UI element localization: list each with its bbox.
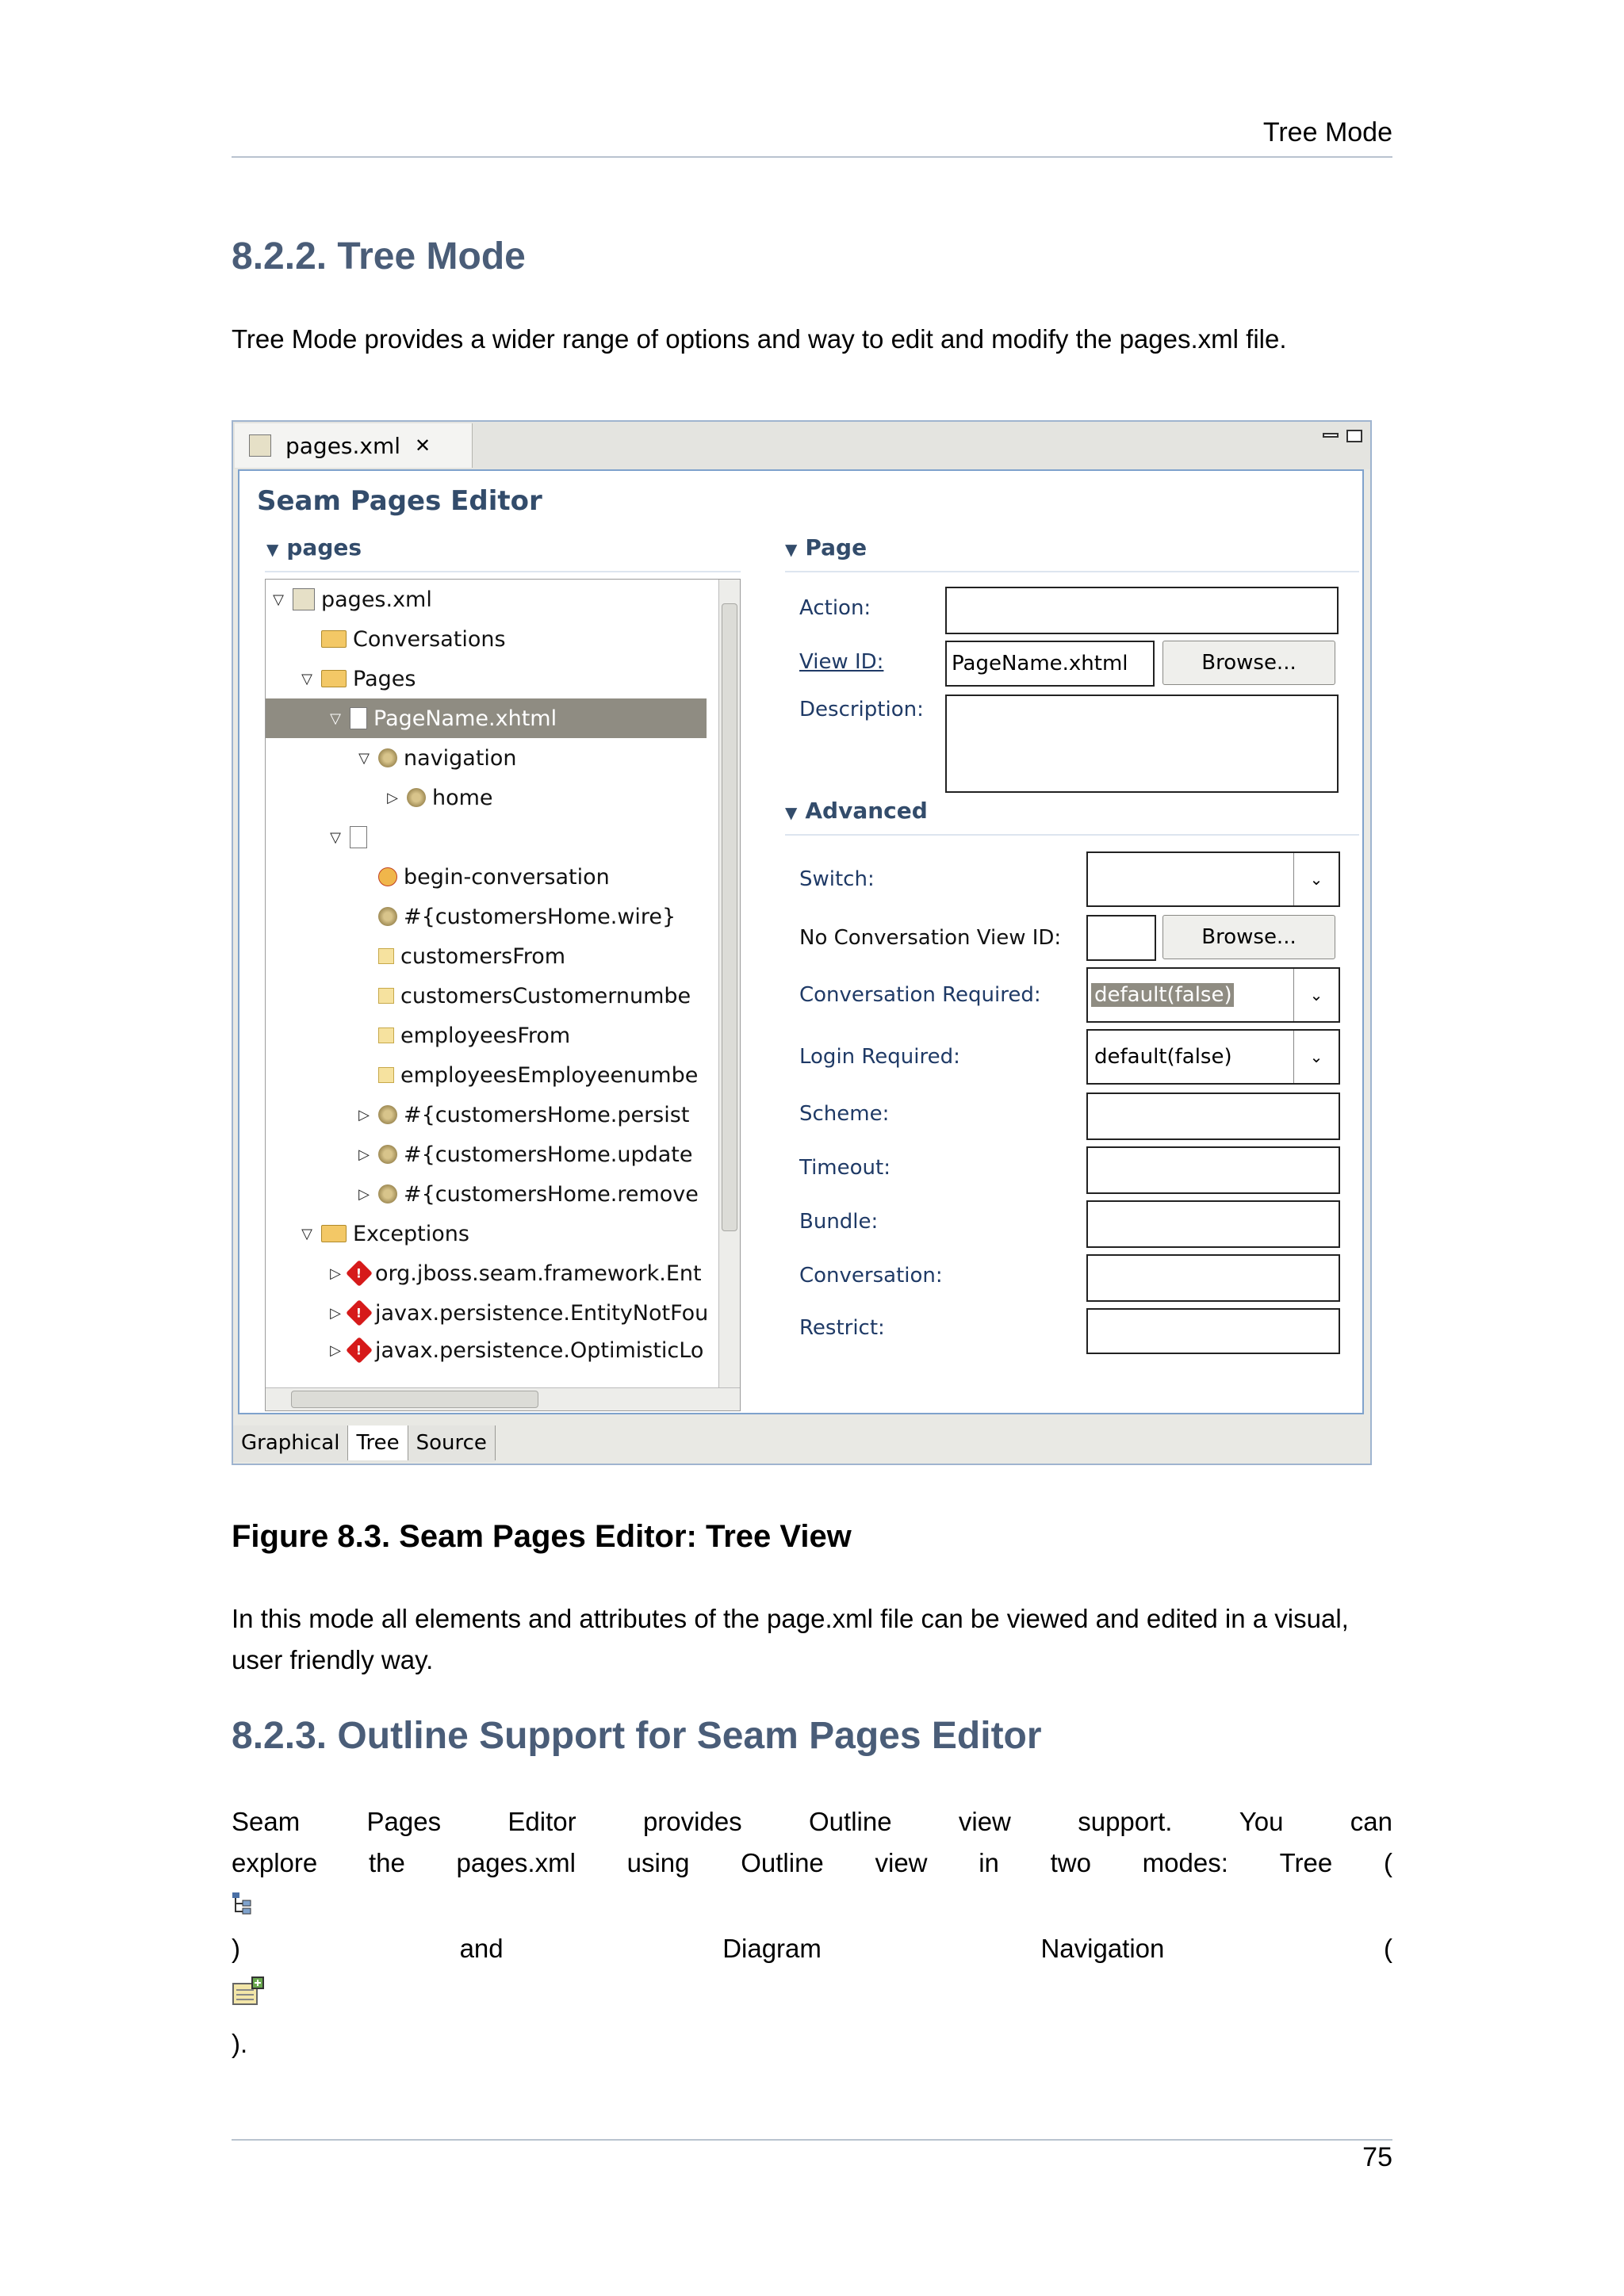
action-label: Action: [799,596,871,620]
tree-node-customersfrom[interactable] [354,936,565,976]
param-icon [378,1027,394,1043]
param-icon [378,988,394,1004]
param-icon [378,948,394,964]
close-icon[interactable]: ✕ [415,434,431,457]
expand-toggle-icon[interactable]: ▷ [330,1265,341,1282]
running-header: Tree Mode [1262,117,1392,147]
scheme-input[interactable] [1086,1093,1340,1140]
gear-icon [378,1184,397,1203]
editor-pane [238,469,1364,1414]
tree-node-label: #{customersHome.remove [404,1181,699,1207]
switch-label: Switch: [799,867,875,891]
expand-toggle-icon[interactable]: ▷ [358,1146,370,1163]
section-divider [265,571,741,572]
editor-mode-tabs [233,1425,496,1462]
tree-node-label: javax.persistence.OptimisticLo [375,1337,704,1363]
chevron-down-icon[interactable]: ⌄ [1293,969,1339,1021]
section-title-823: 8.2.3. Outline Support for Seam Pages Editor [232,1715,1042,1757]
conversation-icon [378,867,397,886]
tree-node-pagename[interactable] [266,698,707,738]
expand-toggle-icon[interactable]: ▽ [330,710,341,727]
tree-node-begin-conversation[interactable] [354,857,610,897]
login-required-select[interactable] [1086,1029,1340,1085]
expand-toggle-icon[interactable]: ▷ [330,1304,341,1322]
word: two [1050,1848,1091,1877]
param-icon [378,1067,394,1083]
editor-title: Seam Pages Editor [257,485,542,517]
tree-node-employeesemployeenumber[interactable] [354,1055,698,1095]
tree-node-exception-1[interactable] [326,1253,702,1293]
pages-section-header[interactable] [266,534,362,561]
tree-node-update[interactable] [354,1135,692,1174]
tree-node-label: employeesEmployeenumbe [400,1062,699,1088]
file-tab[interactable] [235,423,473,468]
timeout-input[interactable] [1086,1146,1340,1194]
word: Pages [366,1807,442,1836]
pages-tree[interactable] [265,579,741,1411]
word: can [1350,1807,1392,1836]
figure-caption: Figure 8.3. Seam Pages Editor: Tree View [232,1519,852,1554]
tree-node-label: begin-conversation [404,864,610,890]
word: ( [1383,1934,1392,1963]
word: ) [232,1934,240,1963]
description-textarea[interactable] [945,695,1339,793]
xml-file-icon [249,434,271,457]
tree-node-label: #{customersHome.persist [404,1102,690,1127]
expand-toggle-icon[interactable]: ▽ [301,670,312,687]
advanced-section-header[interactable] [785,798,928,824]
tab-tree[interactable]: Tree [348,1425,408,1460]
page-file-icon [350,707,367,729]
tree-node-navigation[interactable] [354,738,517,778]
tree-node-label: javax.persistence.EntityNotFou [375,1300,709,1326]
tree-node-customerscustomernumber[interactable] [354,976,691,1016]
folder-icon [321,1225,347,1242]
word: Navigation [1040,1934,1165,1963]
word: pages.xml [456,1848,576,1877]
conversation-label: Conversation: [799,1264,943,1288]
section-divider [785,834,1359,836]
advanced-section-label: Advanced [805,798,928,824]
view-id-input[interactable]: PageName.xhtml [945,641,1155,687]
chevron-down-icon[interactable]: ⌄ [1293,853,1339,905]
restrict-label: Restrict: [799,1316,885,1340]
word: Seam [232,1807,301,1836]
expand-toggle-icon[interactable]: ▽ [301,1225,312,1242]
section-title-822: 8.2.2. Tree Mode [232,235,526,277]
tree-node-label: Pages [353,666,416,691]
switch-select[interactable] [1086,851,1340,907]
outline-text-line-1 [232,1801,1392,1843]
expand-toggle-icon[interactable]: ▽ [273,591,284,608]
gear-icon [378,1105,397,1124]
collapse-triangle-icon: ▼ [266,540,279,559]
tree-node-label: Exceptions [353,1221,469,1246]
tree-node-label: home [432,785,493,810]
no-conversation-view-id-label: No Conversation View ID: [799,926,1062,950]
tree-node-pages[interactable] [297,659,416,698]
no-conversation-view-id-input[interactable] [1086,915,1156,961]
chevron-down-icon[interactable]: ⌄ [1293,1031,1339,1083]
page-number: 75 [1362,2142,1392,2172]
footer-rule [232,2139,1392,2141]
expand-toggle-icon[interactable]: ▷ [387,789,398,806]
tree-node-label: #{customersHome.wire} [404,904,676,929]
tree-node-label: pages.xml [321,587,432,612]
collapse-triangle-icon: ▼ [785,540,798,559]
expand-toggle-icon[interactable]: ▷ [330,1341,341,1359]
tree-node-label: employeesFrom [400,1023,571,1048]
tree-node-unnamed[interactable] [326,817,373,857]
expand-toggle-icon[interactable]: ▽ [330,828,341,846]
bundle-input[interactable] [1086,1200,1340,1248]
bundle-label: Bundle: [799,1210,879,1234]
tree-node-pages-xml[interactable] [269,580,432,619]
scheme-label: Scheme: [799,1102,890,1126]
word: view [875,1848,928,1877]
pages-section-label: pages [286,534,362,561]
word: modes: [1142,1848,1228,1877]
expand-toggle-icon[interactable]: ▷ [358,1106,370,1123]
tab-source[interactable]: Source [408,1425,496,1460]
tree-horizontal-scrollbar[interactable] [266,1387,740,1410]
browse-button[interactable]: Browse... [1162,641,1335,685]
word: You [1239,1807,1284,1836]
editor-tab-bar [233,422,1370,469]
error-icon: ! [346,1260,373,1287]
word: Tree [1279,1848,1333,1877]
word: ( [1383,1848,1392,1877]
minimize-icon[interactable] [1323,433,1339,438]
error-icon: ! [346,1299,373,1326]
word: and [459,1934,504,1963]
word: Outline [741,1848,824,1877]
restrict-input[interactable] [1086,1308,1340,1354]
tree-node-home[interactable] [383,778,493,817]
tree-node-exceptions[interactable] [297,1214,469,1253]
outline-text-line-3 [232,1928,1392,1969]
tree-node-label: org.jboss.seam.framework.Ent [375,1261,702,1286]
browse-button-2[interactable]: Browse... [1162,915,1335,959]
word: provides [642,1807,742,1836]
page-section-header[interactable] [785,534,867,561]
page-section-label: Page [805,534,868,561]
word: Editor [508,1807,576,1836]
gear-icon [378,907,397,926]
folder-icon [321,670,347,687]
gear-icon [378,748,397,767]
xml-file-icon [293,588,315,610]
header-rule [232,156,1392,158]
scroll-thumb[interactable] [291,1391,538,1408]
timeout-label: Timeout: [799,1156,891,1180]
tree-node-wire[interactable] [354,897,676,936]
outline-text-line-2 [232,1843,1392,1884]
tree-node-label: PageName.xhtml [373,706,557,731]
conversation-input[interactable] [1086,1254,1340,1302]
page-file-icon [350,826,367,848]
conversation-required-value: default(false) [1091,983,1234,1007]
collapse-triangle-icon: ▼ [785,803,798,822]
tree-node-conversations[interactable] [297,619,506,659]
conversation-required-select[interactable] [1086,967,1340,1023]
action-input[interactable] [945,587,1339,634]
tree-node-label: customersFrom [400,943,566,969]
section-divider [785,571,1359,572]
file-tab-label: pages.xml [285,432,401,459]
word: using [626,1848,690,1877]
expand-toggle-icon[interactable]: ▽ [358,749,370,767]
word: Outline [809,1807,892,1836]
diagram-navigation-icon [232,1976,266,2011]
description-label: Description: [799,698,924,721]
login-required-label: Login Required: [799,1045,960,1069]
word: the [368,1848,405,1877]
folder-icon [321,630,347,648]
scroll-thumb[interactable] [722,603,737,1231]
error-icon: ! [346,1337,373,1364]
word: Diagram [722,1934,822,1963]
tree-view-icon [232,1892,252,1919]
expand-toggle-icon[interactable]: ▷ [358,1185,370,1203]
tree-node-label: Conversations [353,626,506,652]
gear-icon [407,788,426,807]
tree-mode-paragraph: In this mode all elements and attributes of the page.xml file can be viewed and edited in a visual, user friendly way. [232,1604,1349,1674]
intro-paragraph: Tree Mode provides a wider range of options and way to edit and modify the pages.xml file. [232,324,1287,354]
word: explore [232,1848,318,1877]
maximize-icon[interactable] [1346,430,1362,442]
word: view [958,1807,1011,1836]
view-id-link[interactable]: View ID: [799,650,884,674]
tree-node-label: navigation [404,745,517,771]
tree-node-employeesfrom[interactable] [354,1016,570,1055]
tree-node-exception-3[interactable] [326,1333,703,1368]
tree-node-persist[interactable] [354,1095,689,1135]
login-required-value: default(false) [1094,1045,1232,1069]
tree-node-remove[interactable] [354,1174,699,1214]
conversation-required-label: Conversation Required: [799,983,1041,1007]
tab-graphical[interactable]: Graphical [233,1425,348,1460]
word: in [979,1848,999,1877]
tree-vertical-scrollbar[interactable] [718,580,740,1409]
editor-screenshot [232,420,1372,1465]
gear-icon [378,1145,397,1164]
tree-node-label: customersCustomernumbe [400,983,691,1008]
window-controls [1323,430,1362,442]
tree-node-exception-2[interactable] [326,1293,708,1333]
outline-text-line-4: ). [232,2029,248,2058]
word: support. [1078,1807,1173,1836]
tree-node-label: #{customersHome.update [404,1142,693,1167]
